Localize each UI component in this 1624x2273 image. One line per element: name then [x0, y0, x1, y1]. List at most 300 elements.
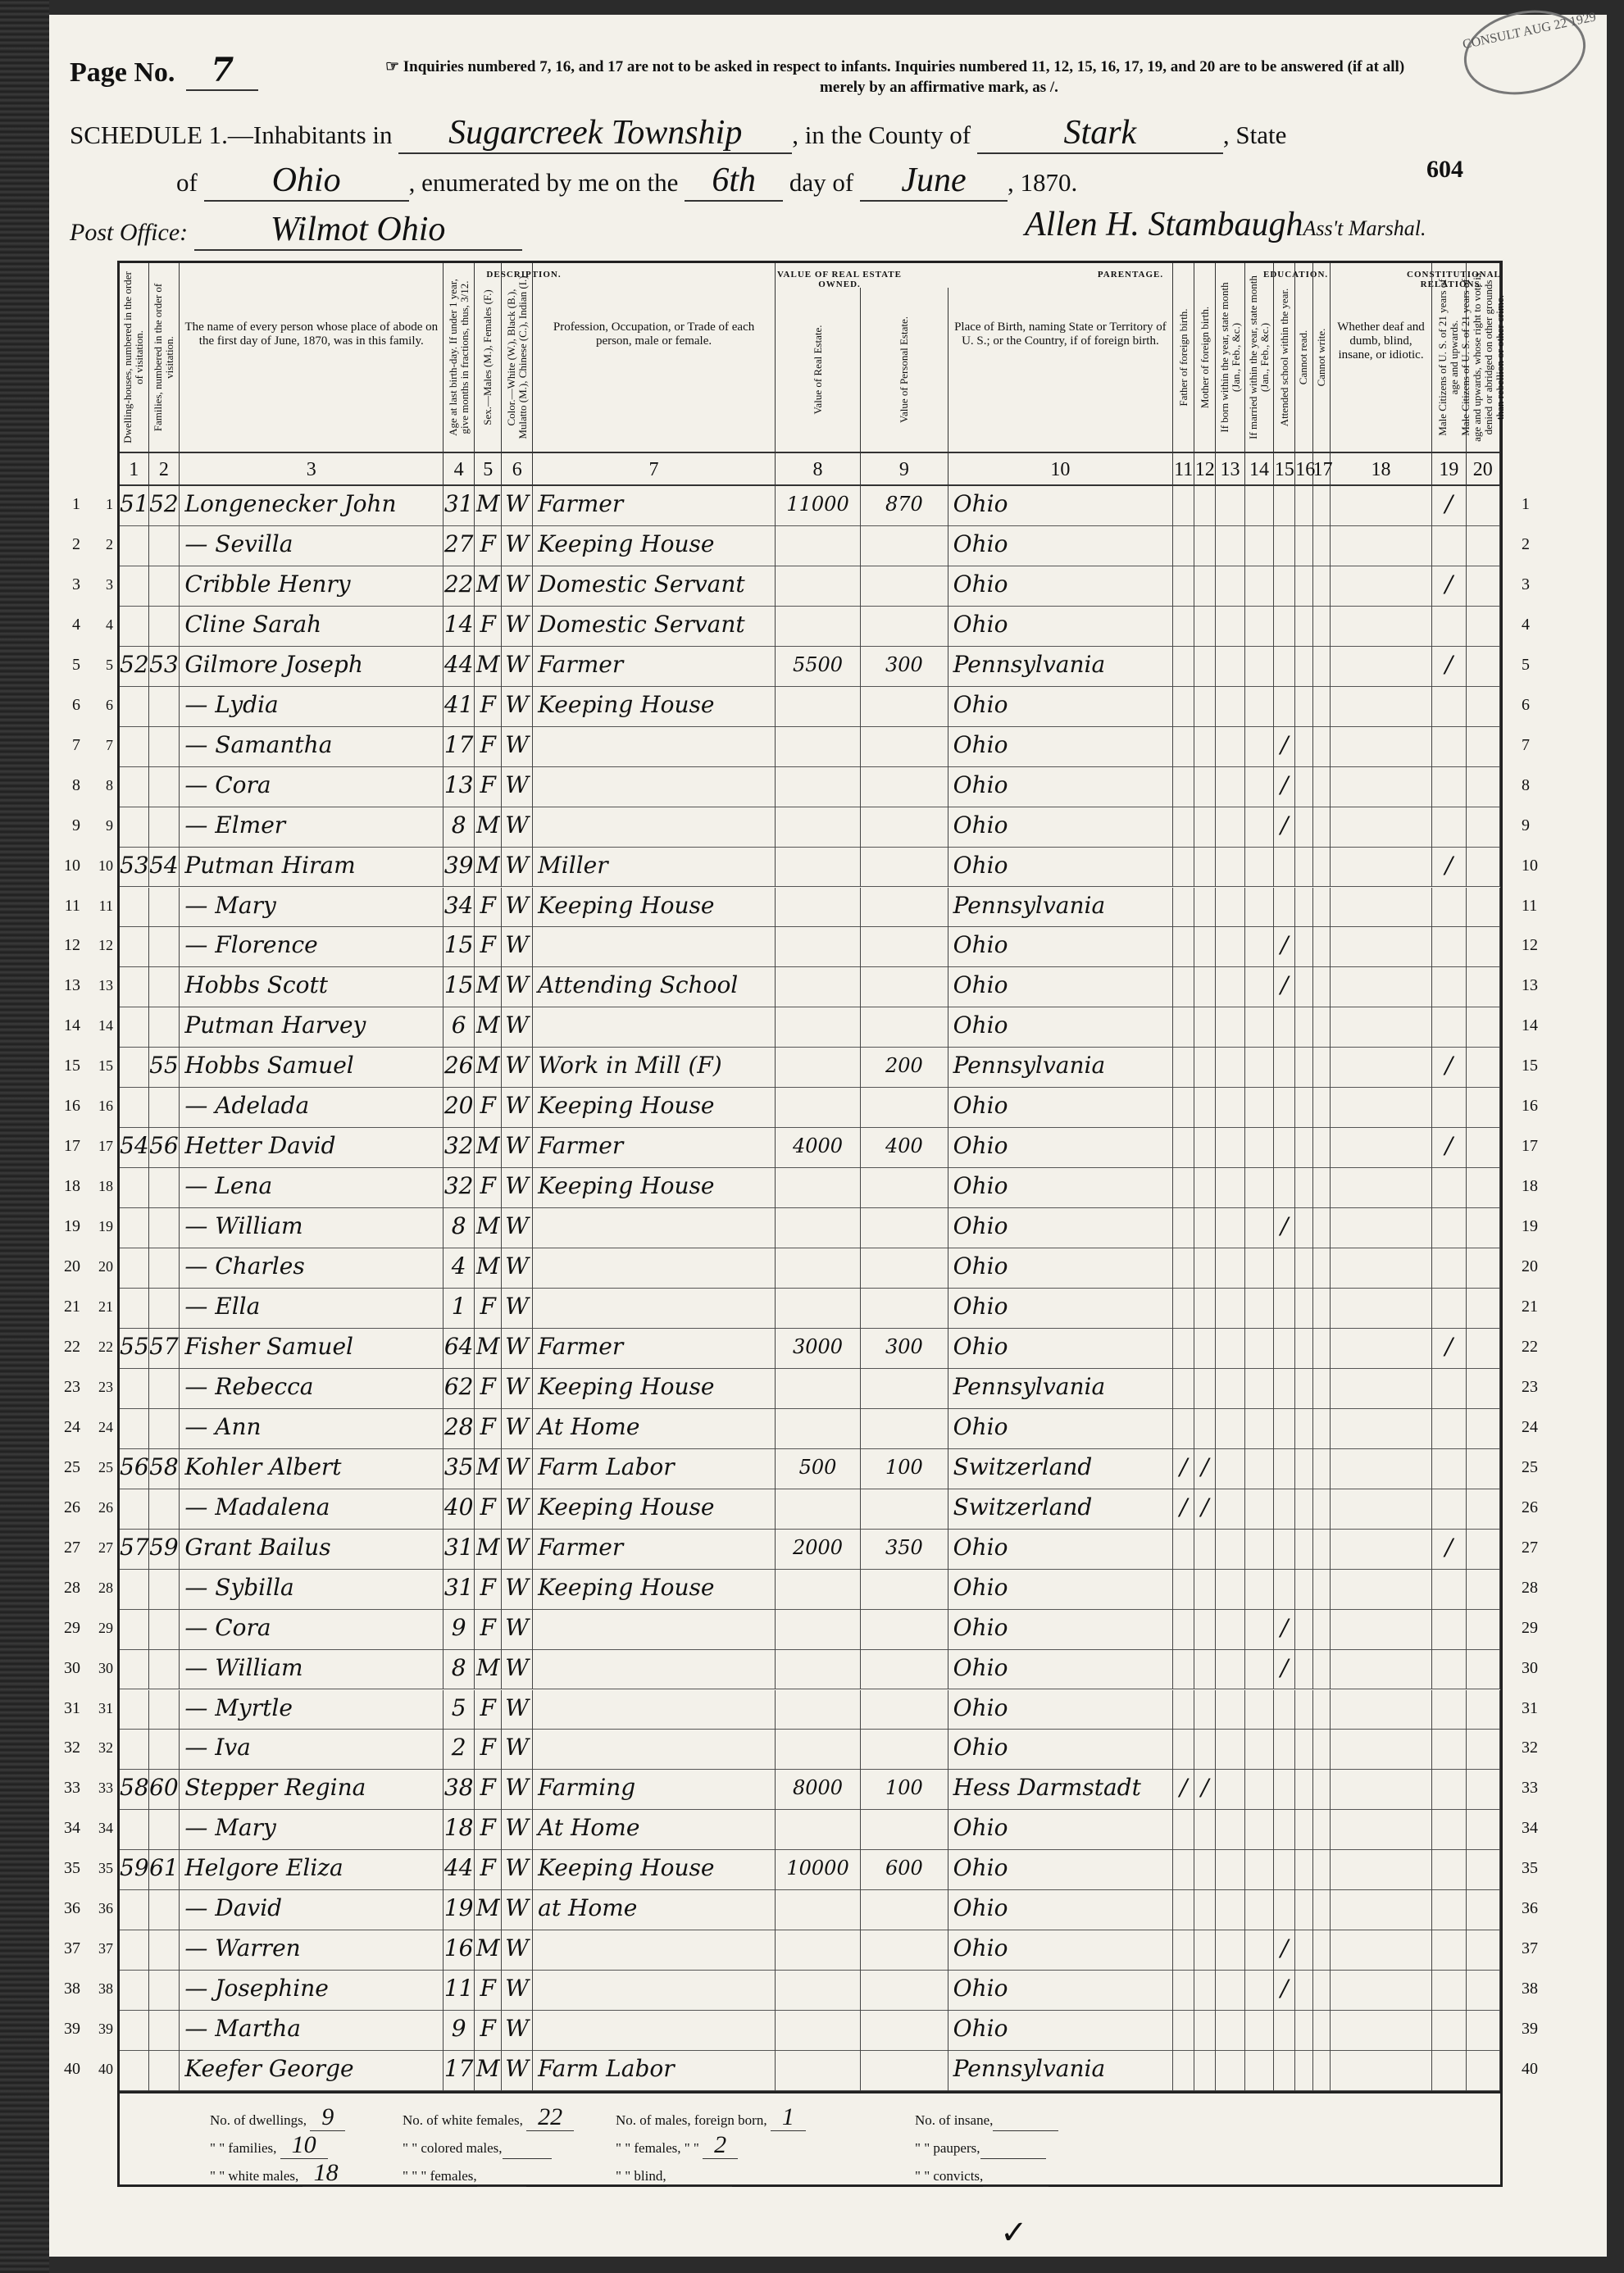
cell-school — [1274, 1489, 1295, 1530]
cell-born-month — [1216, 1930, 1245, 1971]
cell-name: — Lydia — [180, 687, 444, 727]
cell-born-month — [1216, 807, 1245, 848]
cell-citizen: / — [1432, 1530, 1466, 1570]
line-number-inner: 20 — [98, 1258, 113, 1275]
cell-birthplace: Pennsylvania — [948, 888, 1174, 928]
cell-age: 32 — [444, 1168, 475, 1208]
cell-age: 5 — [444, 1690, 475, 1730]
cell-age: 35 — [444, 1449, 475, 1489]
cell-age: 17 — [444, 2051, 475, 2091]
line-number-inner: 15 — [98, 1057, 113, 1075]
cell-personal-estate — [861, 1489, 948, 1530]
cell-personal-estate — [861, 1168, 948, 1208]
cell-born-month — [1216, 927, 1245, 967]
cell-born-month — [1216, 1168, 1245, 1208]
cell-school — [1274, 1168, 1295, 1208]
line-number-inner: 10 — [98, 857, 113, 874]
cell-denied-vote — [1467, 888, 1500, 928]
column-number: 6 — [502, 452, 533, 486]
cell-real-estate — [776, 927, 861, 967]
cell-married-month — [1245, 967, 1275, 1007]
table-row — [72, 486, 1530, 526]
cell-personal-estate — [861, 807, 948, 848]
cell-mother-foreign — [1194, 687, 1216, 727]
cell-sex: M — [475, 807, 502, 848]
cell-real-estate: 5500 — [776, 647, 861, 687]
cell-sex: F — [475, 1850, 502, 1890]
cell-dwelling — [120, 1048, 149, 1088]
cell-denied-vote — [1467, 1449, 1500, 1489]
line-number-inner: 28 — [98, 1579, 113, 1596]
cell-father-foreign — [1173, 767, 1194, 807]
cell-occupation — [533, 927, 776, 967]
cell-color: W — [502, 1489, 533, 1530]
cell-father-foreign — [1173, 967, 1194, 1007]
line-number-inner: 19 — [98, 1218, 113, 1235]
cell-sex: F — [475, 1730, 502, 1770]
table-row — [64, 927, 1538, 967]
cell-disability — [1331, 1208, 1432, 1248]
cell-cannot-read — [1295, 848, 1312, 888]
cell-name: — Josephine — [180, 1971, 444, 2011]
foreign-males-value: 1 — [771, 2103, 806, 2131]
line-number-left: 3 — [72, 575, 80, 593]
page-label: Page No. — [70, 57, 175, 88]
cell-school: / — [1274, 1971, 1295, 2011]
cell-real-estate — [776, 1610, 861, 1650]
cell-age: 18 — [444, 1810, 475, 1850]
cell-school — [1274, 1248, 1295, 1289]
cell-cannot-write — [1313, 486, 1331, 526]
cell-color: W — [502, 1570, 533, 1610]
cell-family — [149, 526, 180, 566]
cell-name: — William — [180, 1650, 444, 1690]
cell-denied-vote — [1467, 1489, 1500, 1530]
line-number-left: 20 — [64, 1257, 80, 1276]
cell-name: Cribble Henry — [180, 566, 444, 607]
cell-occupation: Farmer — [533, 1329, 776, 1369]
cell-dwelling: 59 — [120, 1850, 149, 1890]
cell-disability — [1331, 767, 1432, 807]
cell-personal-estate — [861, 1810, 948, 1850]
cell-married-month — [1245, 807, 1275, 848]
cell-color: W — [502, 1610, 533, 1650]
cell-mother-foreign — [1194, 607, 1216, 647]
cell-birthplace: Ohio — [948, 1208, 1174, 1248]
cell-color: W — [502, 1088, 533, 1128]
cell-occupation: Farming — [533, 1770, 776, 1810]
cell-personal-estate — [861, 1208, 948, 1248]
line-number-right: 10 — [1522, 856, 1538, 875]
table-row — [64, 888, 1538, 928]
cell-real-estate — [776, 1048, 861, 1088]
cell-school: / — [1274, 967, 1295, 1007]
cell-occupation: Keeping House — [533, 526, 776, 566]
cell-color: W — [502, 687, 533, 727]
cell-name: Gilmore Joseph — [180, 647, 444, 687]
cell-birthplace: Ohio — [948, 1850, 1174, 1890]
white-females-count — [403, 2103, 574, 2131]
line-number-left: 32 — [64, 1739, 80, 1757]
column-header-birthplace — [948, 263, 1174, 452]
convicts-label: " " convicts, — [915, 2168, 984, 2184]
table-row — [72, 767, 1530, 807]
line-number-left: 5 — [72, 655, 80, 674]
cell-family — [149, 566, 180, 607]
cell-age: 28 — [444, 1409, 475, 1449]
cell-citizen — [1432, 2011, 1466, 2051]
cell-cannot-write — [1313, 1007, 1331, 1048]
cell-cannot-write — [1313, 607, 1331, 647]
cell-born-month — [1216, 1770, 1245, 1810]
cell-school — [1274, 607, 1295, 647]
cell-cannot-read — [1295, 607, 1312, 647]
day-field: 6th — [685, 161, 783, 202]
column-header-married-month — [1245, 263, 1275, 452]
cell-family — [149, 1369, 180, 1409]
column-header-label: Profession, Occupation, or Trade of each person, male or female. — [553, 320, 755, 348]
cell-mother-foreign — [1194, 1007, 1216, 1048]
cell-father-foreign — [1173, 1128, 1194, 1168]
cell-cannot-write — [1313, 647, 1331, 687]
cell-occupation: Keeping House — [533, 1168, 776, 1208]
cell-name: — Sybilla — [180, 1570, 444, 1610]
census-table — [64, 261, 1538, 2187]
cell-name: — Warren — [180, 1930, 444, 1971]
cell-father-foreign: / — [1173, 1449, 1194, 1489]
cell-mother-foreign — [1194, 967, 1216, 1007]
post-office-label: Post Office: — [70, 219, 189, 246]
cell-family — [149, 1930, 180, 1971]
foreign-females-value: 2 — [703, 2131, 738, 2159]
cell-disability — [1331, 888, 1432, 928]
line-number-left: 30 — [64, 1658, 80, 1677]
cell-cannot-read — [1295, 1570, 1312, 1610]
cell-real-estate: 3000 — [776, 1329, 861, 1369]
column-number: 20 — [1467, 452, 1500, 486]
line-number-left: 7 — [72, 735, 80, 754]
cell-real-estate — [776, 2011, 861, 2051]
cell-disability — [1331, 1088, 1432, 1128]
cell-married-month — [1245, 1890, 1275, 1930]
line-number-inner: 35 — [98, 1860, 113, 1877]
paupers-value — [980, 2131, 1046, 2159]
cell-name: — Ella — [180, 1289, 444, 1329]
cell-father-foreign — [1173, 1168, 1194, 1208]
cell-birthplace: Ohio — [948, 1168, 1174, 1208]
cell-family — [149, 2051, 180, 2091]
cell-family — [149, 687, 180, 727]
column-header-label: Cannot write. — [1314, 328, 1327, 387]
line-number-inner: 21 — [98, 1298, 113, 1315]
cell-dwelling — [120, 767, 149, 807]
cell-school — [1274, 1329, 1295, 1369]
cell-real-estate: 500 — [776, 1449, 861, 1489]
column-header-label: Color.—White (W.), Black (B.), Mulatto (M.), Chinese (C.), Indian (I.) — [504, 275, 529, 439]
cell-dwelling: 54 — [120, 1128, 149, 1168]
cell-cannot-write — [1313, 1289, 1331, 1329]
column-header-label: Attended school within the year. — [1277, 288, 1290, 427]
column-header-cannot-write — [1313, 263, 1331, 452]
cell-sex: F — [475, 1489, 502, 1530]
cell-born-month — [1216, 1088, 1245, 1128]
cell-real-estate — [776, 1007, 861, 1048]
line-number-left: 9 — [72, 816, 80, 834]
cell-age: 31 — [444, 486, 475, 526]
cell-personal-estate — [861, 1570, 948, 1610]
cell-color: W — [502, 1730, 533, 1770]
county-field: Stark — [977, 113, 1223, 154]
cell-dwelling: 53 — [120, 848, 149, 888]
cell-married-month — [1245, 1088, 1275, 1128]
cell-married-month — [1245, 647, 1275, 687]
cell-age: 22 — [444, 566, 475, 607]
cell-mother-foreign — [1194, 1128, 1216, 1168]
cell-occupation: Farm Labor — [533, 1449, 776, 1489]
cell-dwelling — [120, 1168, 149, 1208]
line-number-right: 12 — [1522, 936, 1538, 955]
cell-age: 16 — [444, 1930, 475, 1971]
column-number: 5 — [475, 452, 502, 486]
cell-personal-estate — [861, 767, 948, 807]
cell-dwelling — [120, 1971, 149, 2011]
cell-name: — Florence — [180, 927, 444, 967]
cell-name: — Madalena — [180, 1489, 444, 1530]
cell-sex: F — [475, 1690, 502, 1730]
convicts-count — [915, 2159, 1049, 2187]
cell-father-foreign — [1173, 566, 1194, 607]
cell-birthplace: Ohio — [948, 2011, 1174, 2051]
cell-personal-estate — [861, 848, 948, 888]
cell-family — [149, 1088, 180, 1128]
cell-school — [1274, 687, 1295, 727]
cell-dwelling — [120, 526, 149, 566]
cell-personal-estate — [861, 1690, 948, 1730]
cell-age: 19 — [444, 1890, 475, 1930]
cell-citizen — [1432, 1489, 1466, 1530]
cell-father-foreign — [1173, 2011, 1194, 2051]
cell-birthplace: Hess Darmstadt — [948, 1770, 1174, 1810]
cell-married-month — [1245, 1850, 1275, 1890]
cell-family — [149, 807, 180, 848]
line-number-inner: 39 — [98, 2021, 113, 2038]
cell-cannot-write — [1313, 1530, 1331, 1570]
cell-father-foreign — [1173, 1048, 1194, 1088]
line-number-left: 14 — [64, 1016, 80, 1035]
cell-married-month — [1245, 1650, 1275, 1690]
cell-married-month — [1245, 1007, 1275, 1048]
cell-occupation: Work in Mill (F) — [533, 1048, 776, 1088]
cell-real-estate — [776, 967, 861, 1007]
cell-married-month — [1245, 687, 1275, 727]
cell-birthplace: Pennsylvania — [948, 1048, 1174, 1088]
cell-occupation — [533, 1610, 776, 1650]
cell-age: 11 — [444, 1971, 475, 2011]
cell-married-month — [1245, 727, 1275, 767]
white-males-value: 18 — [303, 2159, 350, 2187]
cell-sex: F — [475, 767, 502, 807]
line-number-inner: 34 — [98, 1820, 113, 1837]
cell-married-month — [1245, 1289, 1275, 1329]
cell-family: 59 — [149, 1530, 180, 1570]
cell-born-month — [1216, 1850, 1245, 1890]
table-row — [72, 526, 1530, 566]
column-header-label: Father of foreign birth. — [1176, 308, 1190, 407]
cell-disability — [1331, 1730, 1432, 1770]
cell-cannot-read — [1295, 1329, 1312, 1369]
cell-disability — [1331, 848, 1432, 888]
cell-birthplace: Ohio — [948, 1329, 1174, 1369]
cell-school: / — [1274, 727, 1295, 767]
cell-real-estate: 11000 — [776, 486, 861, 526]
table-row — [72, 727, 1530, 767]
cell-citizen — [1432, 687, 1466, 727]
cell-school — [1274, 1449, 1295, 1489]
of-label: of — [176, 168, 198, 197]
cell-color: W — [502, 888, 533, 928]
column-header-label: Age at last birth-day. If under 1 year, give months in fractions, thus, 3/12. — [446, 279, 471, 436]
cell-cannot-read — [1295, 1850, 1312, 1890]
cell-citizen: / — [1432, 647, 1466, 687]
cell-cannot-write — [1313, 2051, 1331, 2091]
cell-married-month — [1245, 607, 1275, 647]
cell-mother-foreign — [1194, 727, 1216, 767]
cell-cannot-write — [1313, 1890, 1331, 1930]
cell-citizen — [1432, 807, 1466, 848]
cell-occupation: Farmer — [533, 1128, 776, 1168]
post-office-line — [70, 210, 522, 251]
line-number-inner: 30 — [98, 1659, 113, 1676]
cell-denied-vote — [1467, 1770, 1500, 1810]
cell-personal-estate: 300 — [861, 1329, 948, 1369]
cell-age: 62 — [444, 1369, 475, 1409]
cell-real-estate — [776, 1650, 861, 1690]
cell-citizen — [1432, 1610, 1466, 1650]
cell-age: 44 — [444, 1850, 475, 1890]
cell-married-month — [1245, 1369, 1275, 1409]
cell-cannot-read — [1295, 1530, 1312, 1570]
line-number-inner: 38 — [98, 1980, 113, 1998]
table-row — [72, 807, 1530, 848]
cell-mother-foreign: / — [1194, 1770, 1216, 1810]
cell-dwelling — [120, 2011, 149, 2051]
cell-sex: F — [475, 727, 502, 767]
cell-father-foreign — [1173, 2051, 1194, 2091]
line-number-left: 27 — [64, 1538, 80, 1557]
cell-married-month — [1245, 1168, 1275, 1208]
cell-denied-vote — [1467, 1530, 1500, 1570]
cell-age: 14 — [444, 607, 475, 647]
cell-personal-estate — [861, 607, 948, 647]
cell-age: 44 — [444, 647, 475, 687]
column-number: 1 — [120, 452, 149, 486]
cell-family: 58 — [149, 1449, 180, 1489]
group-header-value: VALUE OF REAL ESTATE OWNED. — [777, 270, 902, 289]
cell-citizen — [1432, 1730, 1466, 1770]
cell-disability — [1331, 927, 1432, 967]
line-number-inner: 29 — [98, 1619, 113, 1636]
column-header-label: If born within the year, state month (Jan., Feb., &c.) — [1217, 282, 1242, 433]
cell-mother-foreign — [1194, 1730, 1216, 1770]
cell-citizen — [1432, 1208, 1466, 1248]
cell-occupation: Domestic Servant — [533, 607, 776, 647]
cell-family: 54 — [149, 848, 180, 888]
colored-males-count — [403, 2131, 552, 2159]
cell-mother-foreign — [1194, 1369, 1216, 1409]
cell-born-month — [1216, 1007, 1245, 1048]
cell-family — [149, 927, 180, 967]
line-number-left: 15 — [64, 1057, 80, 1075]
cell-name: — Lena — [180, 1168, 444, 1208]
insane-count — [915, 2103, 1058, 2131]
cell-born-month — [1216, 1570, 1245, 1610]
cell-cannot-read — [1295, 1409, 1312, 1449]
cell-family: 52 — [149, 486, 180, 526]
line-number-inner: 3 — [106, 575, 113, 593]
cell-real-estate — [776, 1289, 861, 1329]
line-number-right: 17 — [1522, 1137, 1538, 1156]
cell-cannot-write — [1313, 967, 1331, 1007]
cell-sex: F — [475, 1088, 502, 1128]
cell-born-month — [1216, 1810, 1245, 1850]
cell-denied-vote — [1467, 1971, 1500, 2011]
column-header-label: Families, numbered in the order of visitation. — [151, 283, 175, 432]
cell-disability — [1331, 1570, 1432, 1610]
cell-disability — [1331, 607, 1432, 647]
cell-born-month — [1216, 1248, 1245, 1289]
cell-occupation — [533, 807, 776, 848]
cell-personal-estate: 600 — [861, 1850, 948, 1890]
cell-citizen — [1432, 1810, 1466, 1850]
cell-citizen — [1432, 1007, 1466, 1048]
cell-occupation — [533, 1690, 776, 1730]
line-number-left: 19 — [64, 1217, 80, 1236]
cell-personal-estate — [861, 1369, 948, 1409]
cell-school — [1274, 1890, 1295, 1930]
cell-father-foreign — [1173, 1730, 1194, 1770]
cell-born-month — [1216, 1890, 1245, 1930]
cell-color: W — [502, 1128, 533, 1168]
cell-name: — Charles — [180, 1248, 444, 1289]
column-number: 4 — [444, 452, 475, 486]
cell-sex: M — [475, 1530, 502, 1570]
cell-dwelling: 51 — [120, 486, 149, 526]
line-number-right: 8 — [1522, 775, 1530, 794]
line-number-left: 25 — [64, 1457, 80, 1476]
cell-personal-estate: 350 — [861, 1530, 948, 1570]
cell-cannot-write — [1313, 1850, 1331, 1890]
cell-sex: F — [475, 1770, 502, 1810]
cell-born-month — [1216, 566, 1245, 607]
group-header-description: DESCRIPTION. — [486, 270, 562, 280]
blind-value — [666, 2159, 732, 2187]
cell-color: W — [502, 2011, 533, 2051]
cell-birthplace: Ohio — [948, 767, 1174, 807]
cell-citizen — [1432, 526, 1466, 566]
cell-name: — Cora — [180, 1610, 444, 1650]
cell-name: — Mary — [180, 888, 444, 928]
cell-personal-estate — [861, 1248, 948, 1289]
cell-personal-estate — [861, 1730, 948, 1770]
colored-males-label: " " colored males, — [403, 2140, 503, 2156]
cell-school — [1274, 566, 1295, 607]
cell-real-estate — [776, 1810, 861, 1850]
cell-disability — [1331, 1048, 1432, 1088]
cell-birthplace: Ohio — [948, 1248, 1174, 1289]
line-number-left: 24 — [64, 1417, 80, 1436]
cell-cannot-read — [1295, 647, 1312, 687]
cell-mother-foreign — [1194, 1048, 1216, 1088]
